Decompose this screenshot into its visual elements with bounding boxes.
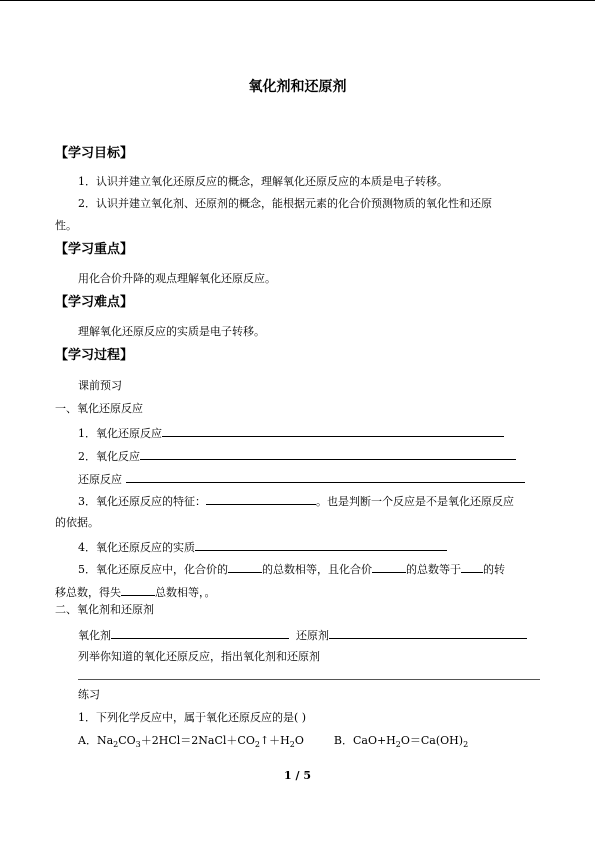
option-a[interactable]: A．$Na_2CO_3+2HCl=2NaCl+CO_2↑+H_2O$ <box>78 734 304 749</box>
key-heading: 【学习重点】 <box>55 242 134 257</box>
part-1-heading: 一、氧化还原反应 <box>55 402 143 415</box>
question-2b-text: 还原反应 <box>78 473 122 486</box>
question-4 <box>78 540 447 553</box>
process-heading: 【学习过程】 <box>55 348 134 363</box>
question-3 <box>78 494 514 507</box>
option-b[interactable]: B．$CaO+H_2O=Ca(OH)_2$ <box>333 734 469 749</box>
exercise-1-options <box>78 735 468 749</box>
oxidant-reductant-row <box>78 628 527 641</box>
reductant-blank[interactable] <box>329 628 527 639</box>
goals-item-1: 1．认识并建立氧化还原反应的概念，理解氧化还原反应的本质是电子转移。 <box>78 175 448 188</box>
question-1 <box>78 426 504 439</box>
question-5-text-e: 移总数，得失 <box>55 586 121 599</box>
question-5-text-f: 总数相等，。 <box>155 586 216 599</box>
list-prompt: 列举你知道的氧化还原反应，指出氧化剂和还原剂 <box>78 650 320 663</box>
question-5-text-b: 的总数相等，且化合价 <box>262 563 372 576</box>
practice-label: 练习 <box>78 688 100 701</box>
difficulty-heading: 【学习难点】 <box>55 295 134 310</box>
key-text: 用化合价升降的观点理解氧化还原反应。 <box>78 272 276 285</box>
difficulty-text: 理解氧化还原反应的实质是电子转移。 <box>78 325 265 338</box>
oxidant-blank[interactable] <box>111 628 289 639</box>
question-5-blank-2[interactable] <box>372 562 406 573</box>
preview-label: 课前预习 <box>78 379 122 392</box>
question-5-line-2 <box>55 585 216 598</box>
question-3-text-a: 3．氧化还原反应的特征： <box>78 495 206 508</box>
question-5-text-a: 5．氧化还原反应中，化合价的 <box>78 563 228 576</box>
question-4-text: 4．氧化还原反应的实质 <box>78 541 195 554</box>
question-4-blank[interactable] <box>195 540 447 551</box>
question-1-blank[interactable] <box>162 426 504 437</box>
question-5-blank-3[interactable] <box>461 562 483 573</box>
document-title: 氧化剂和还原剂 <box>248 79 347 95</box>
question-3-blank[interactable] <box>206 494 316 505</box>
goals-item-2-line-1: 2．认识并建立氧化剂、还原剂的概念，能根据元素的化合价预测物质的氧化性和还原 <box>78 197 492 210</box>
question-3-text-b: 。也是判断一个反应是不是氧化还原反应 <box>316 495 514 508</box>
part-2-heading: 二、氧化剂和还原剂 <box>55 603 154 616</box>
question-5 <box>78 562 505 575</box>
question-2b <box>78 472 525 485</box>
goals-heading: 【学习目标】 <box>55 146 134 161</box>
reductant-label: 还原剂 <box>296 629 329 642</box>
question-2 <box>78 449 516 462</box>
question-5-blank-4[interactable] <box>121 585 155 596</box>
question-5-text-c: 的总数等于 <box>406 563 461 576</box>
exercise-1: 1．下列化学反应中，属于氧化还原反应的是( ) <box>78 711 307 724</box>
page-number: 1 / 5 <box>284 769 311 782</box>
question-5-blank-1[interactable] <box>228 562 262 573</box>
question-2-text: 2．氧化反应 <box>78 450 140 463</box>
question-5-text-d: 的转 <box>483 563 505 576</box>
question-2b-blank[interactable] <box>126 472 525 483</box>
question-3-line-2: 的依据。 <box>55 516 99 529</box>
page-top-border <box>0 0 595 1</box>
question-1-text: 1．氧化还原反应 <box>78 427 162 440</box>
oxidant-label: 氧化剂 <box>78 629 111 642</box>
answer-line[interactable] <box>78 679 540 680</box>
goals-item-2-line-2: 性。 <box>55 219 77 232</box>
question-2-blank[interactable] <box>140 449 516 460</box>
